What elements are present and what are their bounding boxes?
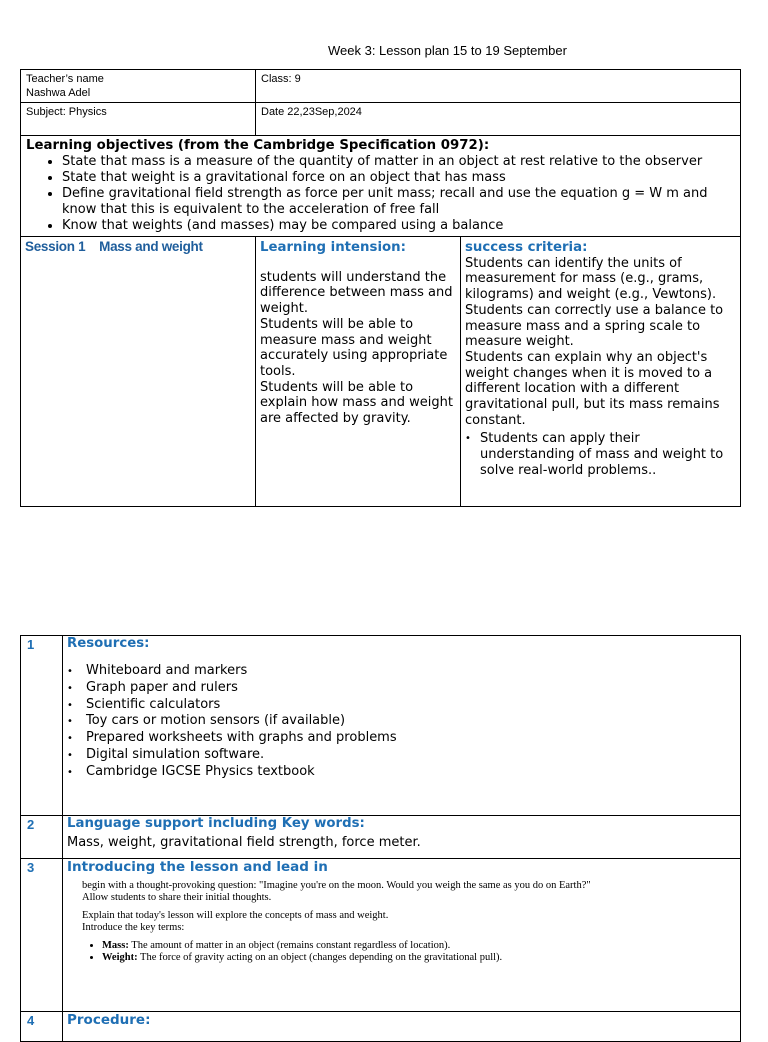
session-label: Session 1 bbox=[25, 239, 86, 254]
intro-heading: Introducing the lesson and lead in bbox=[67, 859, 328, 875]
objective-item: • State that mass is a measure of the quantity of matter in an object at rest relative to the observer bbox=[62, 154, 735, 170]
criteria-heading: success criteria: bbox=[465, 240, 588, 255]
objective-item: • State that weight is a gravitational force on an object that has mass bbox=[62, 170, 735, 186]
resources-cell bbox=[63, 636, 741, 816]
resource-item: • Scientific calculators bbox=[67, 697, 736, 714]
resource-item: • Cambridge IGCSE Physics textbook bbox=[67, 764, 736, 781]
objective-item: • Know that weights (and masses) may be compared using a balance bbox=[62, 218, 735, 234]
key-words: Mass, weight, gravitational field strength, force meter. bbox=[67, 835, 421, 850]
key-term-item: • Mass: The amount of matter in an object (remains constant regardless of location). bbox=[102, 940, 736, 952]
objectives-list bbox=[26, 154, 735, 234]
criterion-item: Students can correctly use a balance to measure mass and a spring scale to measure weight. bbox=[465, 302, 724, 350]
intention-cell bbox=[256, 237, 461, 507]
session-cell bbox=[21, 237, 256, 507]
language-heading: Language support including Key words: bbox=[67, 816, 365, 831]
section-number: 1 bbox=[21, 636, 63, 816]
lesson-body-table bbox=[20, 635, 741, 1042]
teacher-label: Teacher’s name bbox=[26, 73, 104, 85]
intro-body bbox=[67, 880, 736, 964]
intro-text: Introduce the key terms: bbox=[82, 922, 185, 933]
intention-line: Students will be able to explain how mass and weight are affected by gravity. bbox=[260, 379, 453, 427]
language-cell bbox=[63, 816, 741, 859]
resource-item: • Whiteboard and markers bbox=[67, 663, 736, 680]
criterion-item: Students can explain why an object's weight changes when it is moved to a different location with a different gravitational pull, but its mass remains constant. bbox=[465, 349, 720, 428]
intro-text: Explain that today's lesson will explore the concepts of mass and weight. bbox=[82, 910, 389, 921]
procedure-heading: Procedure: bbox=[67, 1012, 151, 1028]
class-cell bbox=[256, 70, 741, 103]
section-number: 4 bbox=[21, 1012, 63, 1042]
intro-text: Allow students to share their initial thoughts. bbox=[82, 892, 272, 903]
intro-text: begin with a thought-provoking question: "Imagine you're on the moon. Would you weigh the same as you do on Earth?" bbox=[82, 880, 591, 891]
resource-item: • Prepared worksheets with graphs and problems bbox=[67, 730, 736, 747]
objectives-cell bbox=[21, 136, 741, 237]
teacher-name: Nashwa Adel bbox=[26, 87, 91, 99]
key-term-item: • Weight: The force of gravity acting on an object (changes depending on the gravitational pull). bbox=[102, 952, 736, 964]
resources-list bbox=[67, 663, 736, 781]
criteria-cell bbox=[461, 237, 741, 507]
criterion-item: • Students can apply their understanding of mass and weight to solve real-world problems.. bbox=[465, 431, 724, 478]
objectives-heading: Learning objectives (from the Cambridge Specification 0972): bbox=[26, 138, 490, 153]
intention-heading: Learning intension: bbox=[260, 240, 406, 255]
section-number: 2 bbox=[21, 816, 63, 859]
resource-item: • Graph paper and rulers bbox=[67, 680, 736, 697]
session-topic: Mass and weight bbox=[99, 239, 203, 254]
subject-cell bbox=[21, 103, 256, 136]
section-number: 3 bbox=[21, 859, 63, 1012]
objective-item: • Define gravitational field strength as force per unit mass; recall and use the equation g = W m and know that this is equivalent to the acceleration of free fall bbox=[62, 186, 735, 218]
intention-line: Students will be able to measure mass and weight accurately using appropriate tools. bbox=[260, 316, 448, 379]
teacher-cell bbox=[21, 70, 256, 103]
subject-value: Subject: Physics bbox=[26, 106, 107, 118]
page-title: Week 3: Lesson plan 15 to 19 September bbox=[328, 43, 567, 58]
date-cell bbox=[256, 103, 741, 136]
bullet-icon: • bbox=[465, 433, 471, 445]
intro-cell bbox=[63, 859, 741, 1012]
resource-item: • Digital simulation software. bbox=[67, 747, 736, 764]
intention-line: students will understand the difference between mass and weight. bbox=[260, 269, 453, 317]
key-terms-list bbox=[82, 940, 736, 964]
resource-item: • Toy cars or motion sensors (if available) bbox=[67, 713, 736, 730]
class-value: Class: 9 bbox=[261, 73, 301, 85]
procedure-cell bbox=[63, 1012, 741, 1042]
lesson-header-table bbox=[20, 69, 741, 507]
date-value: Date 22,23Sep,2024 bbox=[261, 106, 362, 118]
criterion-item: Students can identify the units of measurement for mass (e.g., grams, kilograms) and weight (e.g., Vewtons). bbox=[465, 255, 717, 303]
resources-heading: Resources: bbox=[67, 636, 150, 651]
